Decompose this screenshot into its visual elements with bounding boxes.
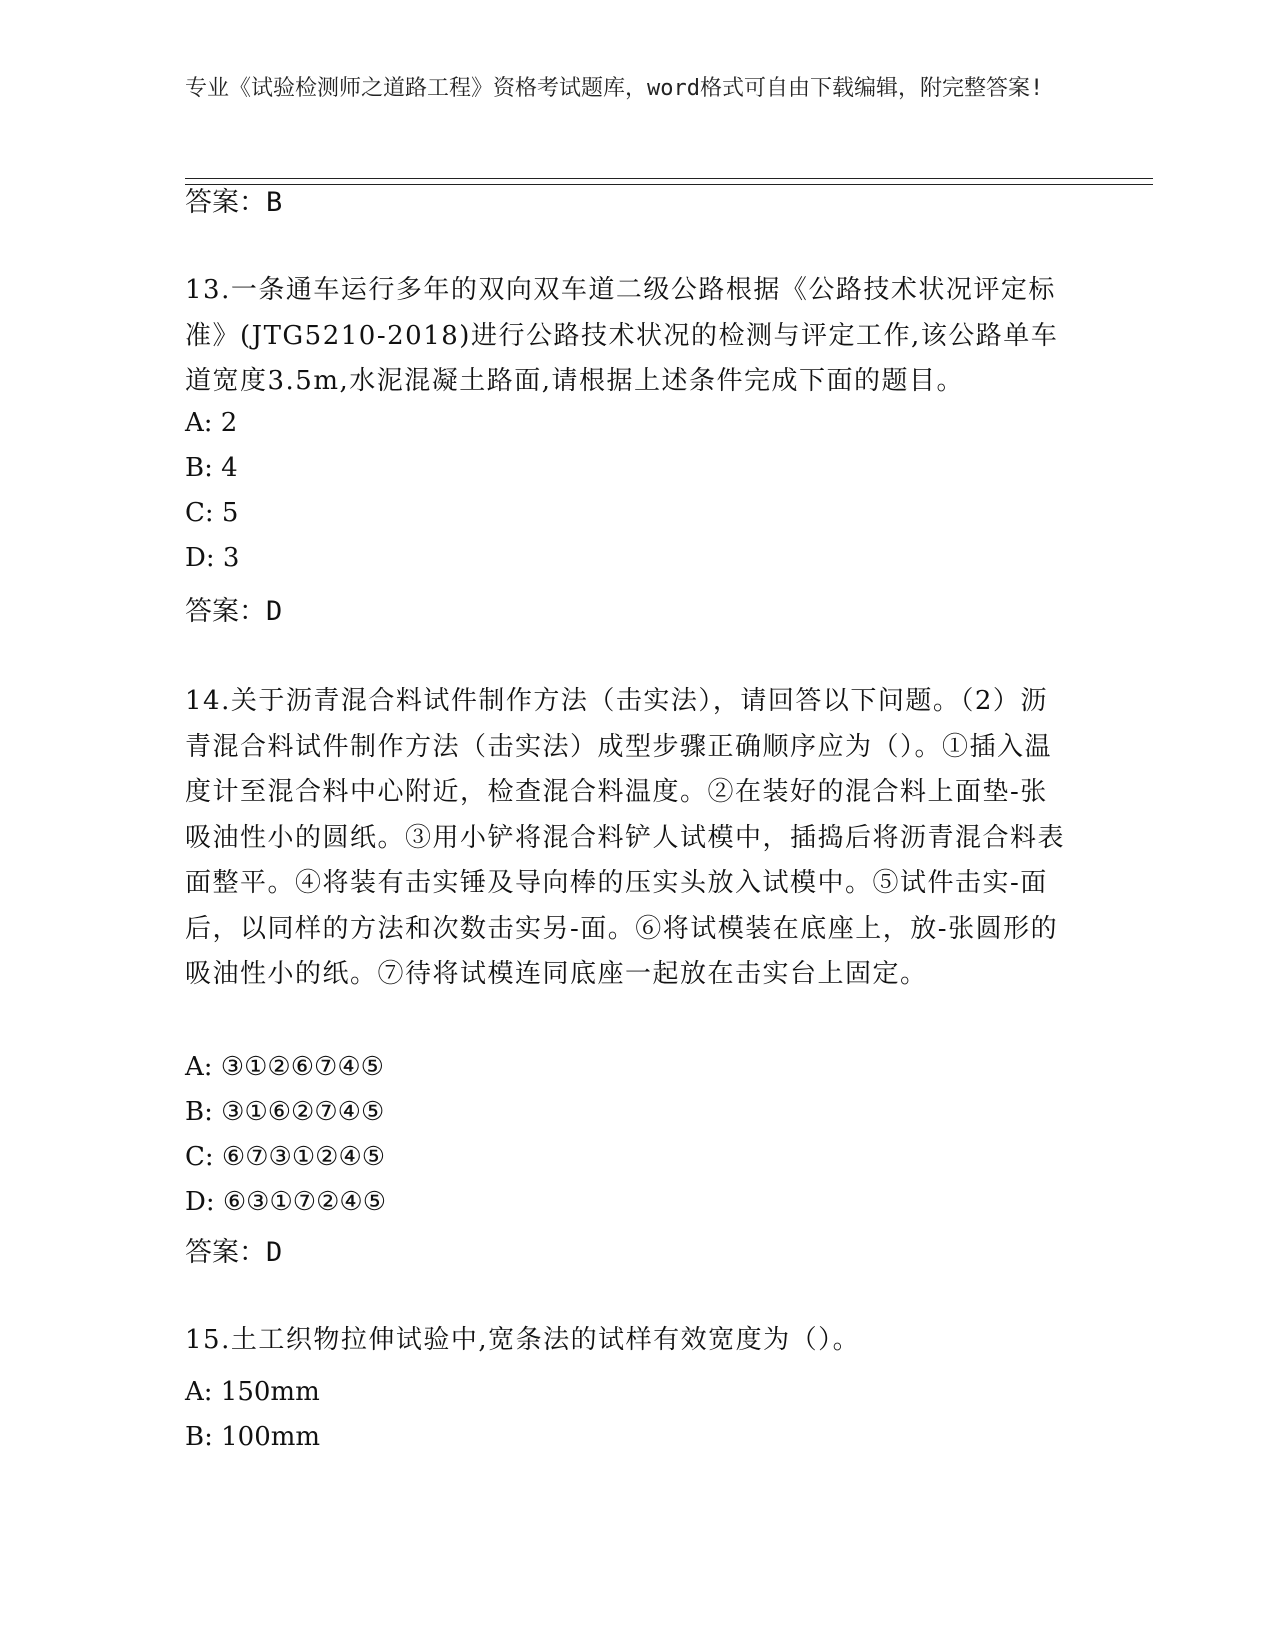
question-13-option-c: C: 5 — [185, 498, 239, 528]
question-13-option-b: B: 4 — [185, 453, 238, 483]
question-14-option-d: D: ⑥③①⑦②④⑤ — [185, 1187, 387, 1217]
header-divider-bottom — [185, 184, 1153, 185]
question-15-option-b: B: 100mm — [185, 1422, 321, 1452]
answer-line-prev: 答案：B — [185, 187, 283, 218]
question-14-option-c: C: ⑥⑦③①②④⑤ — [185, 1142, 386, 1172]
document-header: 专业《试验检测师之道路工程》资格考试题库，word格式可自由下载编辑，附完整答案! — [185, 76, 1044, 101]
question-14-text: 14.关于沥青混合料试件制作方法（击实法），请回答以下问题。（2）沥青混合料试件制作方法（击实法）成型步骤正确顺序应为（）。①插入温度计至混合料中心附近，检查混合料温度。②在装好的混合料上面垫-张吸油性小的圆纸。③用小铲将混合料铲人试模中，插捣后将沥青混合料表面整平。④将装有击实锤及导向棒的压实头放入试模中。⑤试件击实-面后，以同样的方法和次数击实另-面。⑥将试模装在底座上，放-张圆形的吸油性小的纸。⑦待将试模连同底座一起放在击实台上固定。 — [185, 686, 1066, 989]
question-13-text: 13.一条通车运行多年的双向双车道二级公路根据《公路技术状况评定标准》(JTG5210-2018)进行公路技术状况的检测与评定工作,该公路单车道宽度3.5m,水泥混凝土路面,请根据上述条件完成下面的题目。 — [185, 275, 1059, 396]
question-13-option-d: D: 3 — [185, 543, 240, 573]
header-divider-top — [185, 178, 1153, 179]
question-15-option-a: A: 150mm — [185, 1377, 320, 1407]
question-14-option-a: A: ③①②⑥⑦④⑤ — [185, 1052, 384, 1082]
question-14-answer: 答案：D — [185, 1237, 283, 1268]
question-13-answer: 答案：D — [185, 596, 283, 627]
question-13-option-a: A: 2 — [185, 408, 238, 438]
question-14-option-b: B: ③①⑥②⑦④⑤ — [185, 1097, 385, 1127]
question-15-text: 15.土工织物拉伸试验中,宽条法的试样有效宽度为（）。 — [185, 1325, 861, 1355]
